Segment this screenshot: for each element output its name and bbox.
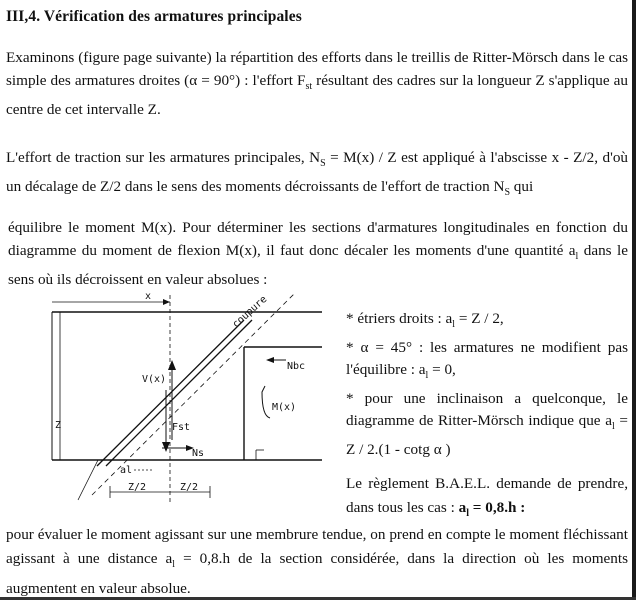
vx-arrow-head	[168, 360, 176, 370]
case2-text-b: = 0,	[428, 361, 456, 379]
para2-text-b: = M(x) / Z est appliqué à l'abscisse x - Z/2, d'où un décalage de Z/2 dans le sens des moments décroissants de l'effort de traction N	[6, 149, 629, 196]
fst-label: Fst	[172, 422, 191, 433]
mx-label: M(x)	[272, 402, 297, 413]
case3-sub: l	[611, 421, 615, 433]
case1-text-b: = Z / 2,	[455, 310, 504, 327]
case-any-inclination	[346, 388, 628, 462]
para3-sub: l	[575, 251, 579, 263]
al-label: al	[120, 465, 133, 476]
para5-text-b: = 0,8.h de la section considérée, dans la direction où les moments augmentent en valeur absolue.	[6, 550, 628, 598]
z2-label-right: Z/2	[180, 482, 199, 493]
case1-text-a: * étriers droits : a	[346, 310, 453, 327]
nbc-label: Nbc	[287, 361, 306, 372]
para1-sub: st	[305, 81, 313, 93]
para2-sub-a: S	[320, 158, 326, 170]
cases-list	[346, 308, 628, 461]
moment-arc	[262, 386, 270, 418]
para1-text-a: Examinons (figure page suivante) la répartition des efforts dans le treillis de Ritter-Mörsch dans le cas simple des armatures droites (α = 90°) : l'effort F	[6, 49, 628, 89]
para2-sub-b: S	[504, 187, 510, 199]
strut-line-a	[97, 320, 244, 466]
nbc-arrow-head	[266, 357, 274, 363]
coupure-label: coupure	[230, 293, 270, 331]
fst-arrow-head	[162, 442, 170, 452]
bael-bold-a: a	[458, 499, 467, 516]
bael-bold	[458, 499, 526, 520]
case2-sub: l	[425, 370, 429, 382]
para3-text-a: équilibre le moment M(x). Pour déterminer les sections d'armatures longitudinales en fonction du diagramme du moment de flexion M(x), il faut donc décaler les moments d'une quantité a	[8, 219, 628, 259]
bael-rule	[346, 472, 628, 526]
paragraph-traction-effort	[6, 146, 628, 204]
section-heading: III,4. Vérification des armatures principales	[6, 8, 302, 25]
truss-diagram	[0, 290, 340, 520]
case3-text-a: * pour une inclinaison a quelconque, le diagramme de Ritter-Mörsch indique que a	[346, 389, 628, 430]
case1-sub: l	[452, 319, 456, 331]
bael-bold-sub: l	[466, 508, 469, 520]
para2-text-c: qui	[510, 178, 534, 196]
x-arrow-head	[163, 299, 170, 305]
paragraph-evaluation	[6, 523, 628, 601]
ns-label: Ns	[192, 448, 205, 459]
z-label: Z	[55, 420, 62, 431]
scan-edge-right	[632, 0, 636, 600]
para2-text-a: L'effort de traction sur les armatures principales, N	[6, 149, 321, 166]
strut-line-b	[106, 320, 252, 466]
para5-sub: l	[172, 559, 176, 571]
case3-text-b: = Z / 2.(1 - cotg α )	[346, 412, 628, 458]
para3-text-b: dans le sens où ils décroissent en valeur absolues :	[8, 242, 628, 289]
bael-bold-b: = 0,8.h :	[469, 499, 526, 516]
para1-text-b: résultant des cadres sur la longueur Z s'applique au centre de cet intervalle Z.	[6, 72, 628, 119]
case-vertical-stirrups	[346, 308, 628, 337]
extension-line-left	[78, 460, 98, 500]
x-label: x	[145, 291, 152, 302]
paragraph-moment-shift	[8, 216, 628, 291]
bael-text: Le règlement B.A.E.L. demande de prendre, dans tous les cas :	[346, 475, 628, 516]
vx-label: V(x)	[142, 374, 167, 385]
para5-text-a: pour évaluer le moment agissant sur une membrure tendue, on prend en compte le moment fléchissant agissant à une distance a	[6, 526, 628, 567]
paragraph-ritter-morsch	[6, 46, 628, 121]
case-45-degrees	[346, 337, 628, 388]
case2-text-a: * α = 45° : les armatures ne modifient pas l'équilibre : a	[346, 338, 628, 379]
z2-label-left: Z/2	[128, 482, 147, 493]
